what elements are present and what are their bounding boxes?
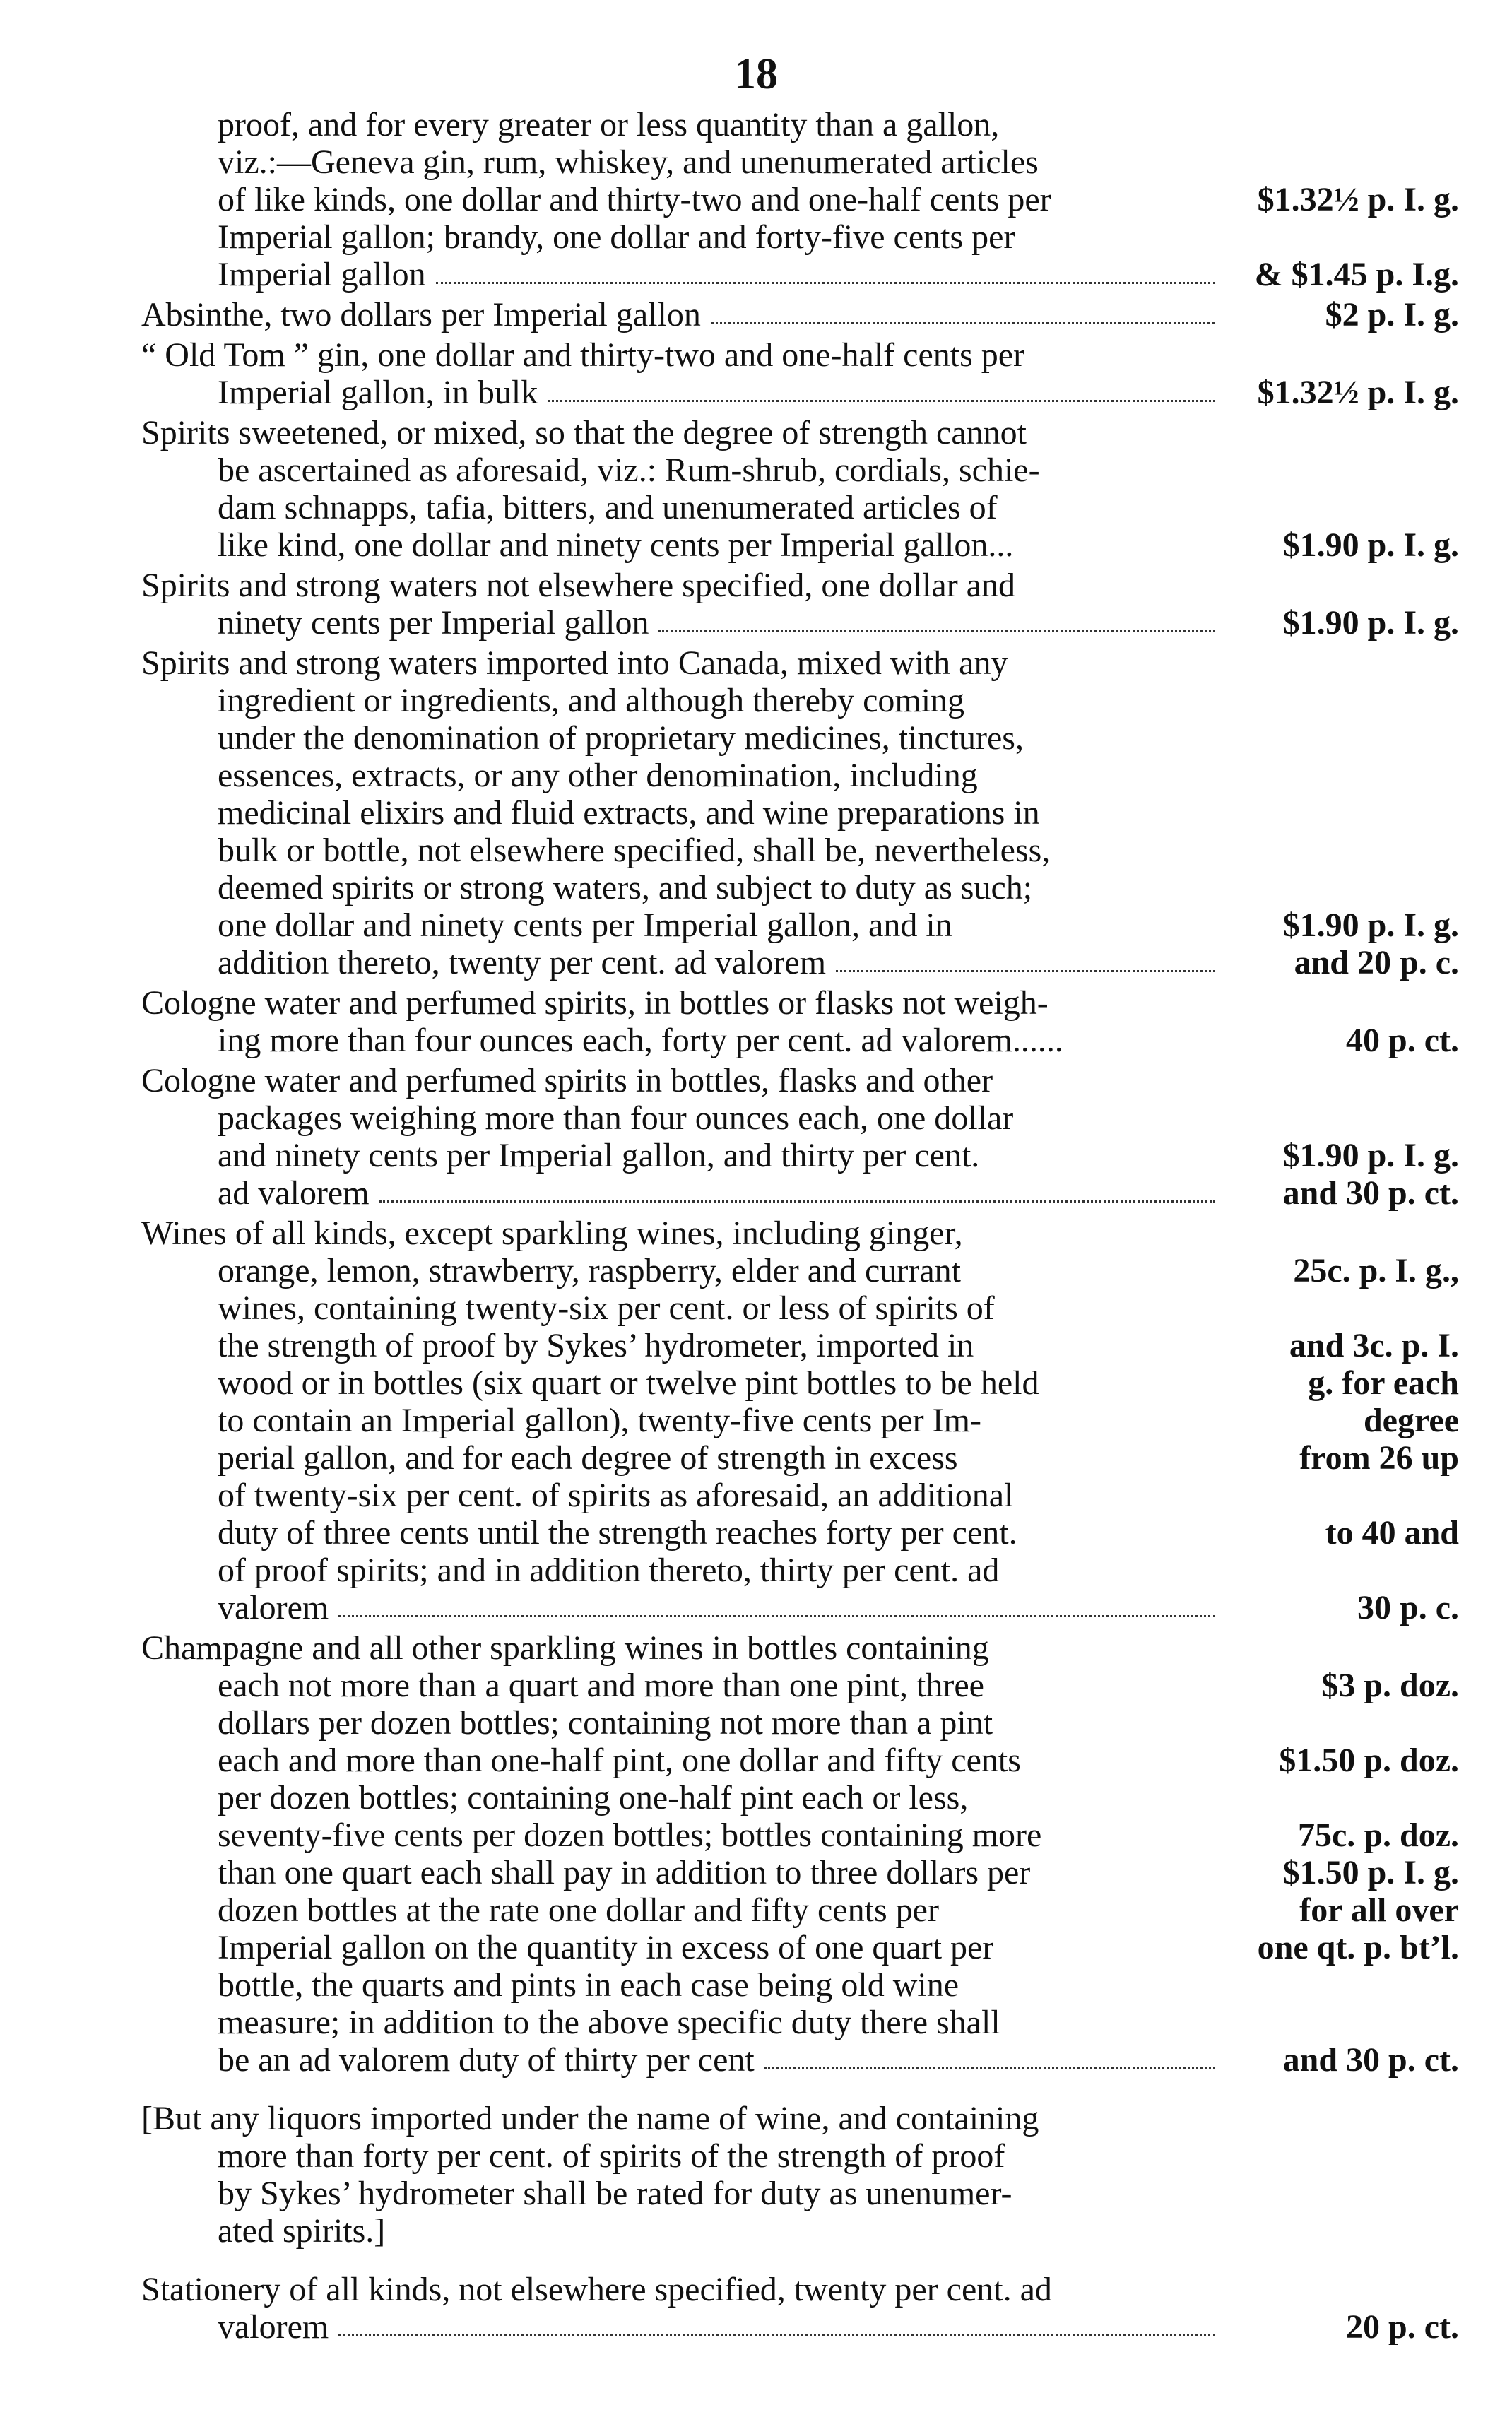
tariff-text	[141, 106, 1470, 2349]
line-text: each and more than one-half pint, one dollar and fifty cents	[218, 1742, 1021, 1779]
dot-leader	[379, 1200, 1215, 1203]
duty-rate: for all over	[1299, 1891, 1459, 1929]
line-text: dozen bottles at the rate one dollar and fifty cents per	[218, 1891, 939, 1929]
text-line	[141, 451, 1470, 489]
dot-leader	[658, 630, 1215, 632]
line-text: be an ad valorem duty of thirty per cent	[218, 2041, 755, 2079]
text-line	[141, 1137, 1470, 1174]
text-line	[141, 2308, 1470, 2346]
text-line	[141, 1327, 1470, 1364]
tariff-entry	[141, 336, 1470, 411]
tariff-entry	[141, 2100, 1470, 2250]
line-text: perial gallon, and for each degree of strength in excess	[218, 1439, 958, 1477]
text-line	[141, 1252, 1470, 1289]
line-text: “ Old Tom ” gin, one dollar and thirty-two and one-half cents per	[141, 336, 1025, 374]
tariff-entry	[141, 414, 1470, 564]
line-text: more than forty per cent. of spirits of the strength of proof	[218, 2137, 1005, 2175]
duty-rate: $1.90 p. I. g.	[1282, 526, 1459, 564]
text-line	[141, 1779, 1470, 1816]
duty-rate: 30 p. c.	[1357, 1589, 1459, 1626]
dot-leader	[436, 282, 1215, 284]
line-text: be ascertained as aforesaid, viz.: Rum-shrub, cordials, schie-	[218, 451, 1040, 489]
paragraph-gap	[141, 2081, 1470, 2100]
text-line	[141, 944, 1470, 981]
line-text: under the denomination of proprietary medicines, tinctures,	[218, 719, 1024, 757]
text-line	[141, 1966, 1470, 2004]
text-line	[141, 1929, 1470, 1966]
line-text: of like kinds, one dollar and thirty-two and one-half cents per	[218, 181, 1051, 218]
line-text: valorem	[218, 2308, 329, 2346]
duty-rate: $1.32½ p. I. g.	[1257, 181, 1459, 218]
line-text: Imperial gallon, in bulk	[218, 374, 538, 411]
page-number: 18	[734, 50, 778, 98]
line-text: per dozen bottles; containing one-half pint each or less,	[218, 1779, 969, 1816]
line-text: ated spirits.]	[218, 2212, 386, 2250]
line-text: duty of three cents until the strength reaches forty per cent.	[218, 1514, 1017, 1552]
line-text: ingredient or ingredients, and although thereby coming	[218, 682, 965, 719]
line-text: dam schnapps, tafia, bitters, and unenumerated articles of	[218, 489, 998, 526]
dot-leader	[338, 2334, 1215, 2336]
text-line	[141, 374, 1470, 411]
line-text: the strength of proof by Sykes’ hydrometer, imported in	[218, 1327, 974, 1364]
duty-rate: 40 p. ct.	[1346, 1022, 1459, 1059]
tariff-entry	[141, 296, 1470, 333]
text-line	[141, 1891, 1470, 1929]
tariff-entry	[141, 567, 1470, 642]
text-line	[141, 1477, 1470, 1514]
duty-rate: from 26 up	[1299, 1439, 1459, 1477]
text-line	[141, 984, 1470, 1022]
line-text: [But any liquors imported under the name of wine, and containing	[141, 2100, 1039, 2137]
duty-rate: $1.90 p. I. g.	[1282, 1137, 1459, 1174]
duty-rate: one qt. p. bt’l.	[1257, 1929, 1459, 1966]
line-text: Spirits and strong waters not elsewhere specified, one dollar and	[141, 567, 1015, 604]
line-text: to contain an Imperial gallon), twenty-five cents per Im-	[218, 1402, 981, 1439]
duty-rate: $1.90 p. I. g.	[1282, 906, 1459, 944]
line-text: Imperial gallon on the quantity in excess of one quart per	[218, 1929, 994, 1966]
line-text: seventy-five cents per dozen bottles; bottles containing more	[218, 1816, 1042, 1854]
text-line	[141, 1215, 1470, 1252]
line-text: of twenty-six per cent. of spirits as aforesaid, an additional	[218, 1477, 1014, 1514]
text-line	[141, 1289, 1470, 1327]
text-line	[141, 2004, 1470, 2041]
text-line	[141, 2175, 1470, 2212]
tariff-entry	[141, 106, 1470, 293]
text-line	[141, 489, 1470, 526]
text-line	[141, 1742, 1470, 1779]
line-text: bottle, the quarts and pints in each case being old wine	[218, 1966, 959, 2004]
line-text: like kind, one dollar and ninety cents per Imperial gallon...	[218, 526, 1014, 564]
line-text: deemed spirits or strong waters, and subject to duty as such;	[218, 869, 1033, 906]
text-line	[141, 1816, 1470, 1854]
tariff-entry	[141, 644, 1470, 981]
duty-rate: and 20 p. c.	[1294, 944, 1459, 981]
line-text: dollars per dozen bottles; containing not more than a pint	[218, 1704, 993, 1742]
text-line	[141, 2100, 1470, 2137]
line-text: wood or in bottles (six quart or twelve pint bottles to be held	[218, 1364, 1039, 1402]
duty-rate: 25c. p. I. g.,	[1293, 1252, 1459, 1289]
duty-rate: to 40 and	[1325, 1514, 1459, 1552]
paragraph-gap	[141, 2252, 1470, 2271]
duty-rate: $1.32½ p. I. g.	[1257, 374, 1459, 411]
text-line	[141, 1364, 1470, 1402]
line-text: ninety cents per Imperial gallon	[218, 604, 649, 642]
text-line	[141, 1099, 1470, 1137]
text-line	[141, 1552, 1470, 1589]
dot-leader	[764, 2067, 1215, 2069]
tariff-entry	[141, 1215, 1470, 1626]
line-text: viz.:—Geneva gin, rum, whiskey, and unenumerated articles	[218, 143, 1039, 181]
text-line	[141, 1022, 1470, 1059]
tariff-entry	[141, 1629, 1470, 2079]
text-line	[141, 181, 1470, 218]
line-text: Wines of all kinds, except sparkling wines, including ginger,	[141, 1215, 963, 1252]
text-line	[141, 869, 1470, 906]
line-text: Imperial gallon	[218, 256, 426, 293]
line-text: by Sykes’ hydrometer shall be rated for duty as unenumer-	[218, 2175, 1012, 2212]
duty-rate: $3 p. doz.	[1321, 1667, 1459, 1704]
line-text: addition thereto, twenty per cent. ad valorem	[218, 944, 827, 981]
text-line	[141, 1514, 1470, 1552]
line-text: Champagne and all other sparkling wines in bottles containing	[141, 1629, 989, 1667]
line-text: Cologne water and perfumed spirits, in bottles or flasks not weigh-	[141, 984, 1049, 1022]
duty-rate: $1.50 p. I. g.	[1282, 1854, 1459, 1891]
text-line	[141, 1439, 1470, 1477]
text-line	[141, 567, 1470, 604]
text-line	[141, 256, 1470, 293]
line-text: and ninety cents per Imperial gallon, and thirty per cent.	[218, 1137, 980, 1174]
duty-rate: and 30 p. ct.	[1282, 2041, 1459, 2079]
line-text: valorem	[218, 1589, 329, 1626]
line-text: bulk or bottle, not elsewhere specified, shall be, nevertheless,	[218, 832, 1051, 869]
text-line	[141, 2212, 1470, 2250]
line-text: orange, lemon, strawberry, raspberry, elder and currant	[218, 1252, 961, 1289]
tariff-entry	[141, 2271, 1470, 2346]
text-line	[141, 682, 1470, 719]
text-line	[141, 1629, 1470, 1667]
duty-rate: 75c. p. doz.	[1298, 1816, 1459, 1854]
line-text: proof, and for every greater or less quantity than a gallon,	[218, 106, 1000, 143]
line-text: Stationery of all kinds, not elsewhere specified, twenty per cent. ad	[141, 2271, 1052, 2308]
dot-leader	[836, 970, 1215, 972]
text-line	[141, 2041, 1470, 2079]
duty-rate: 20 p. ct.	[1346, 2308, 1459, 2346]
line-text: Imperial gallon; brandy, one dollar and forty-five cents per	[218, 218, 1015, 256]
text-line	[141, 757, 1470, 794]
duty-rate: and 30 p. ct.	[1282, 1174, 1459, 1212]
duty-rate: g. for each	[1308, 1364, 1459, 1402]
text-line	[141, 2137, 1470, 2175]
line-text: Absinthe, two dollars per Imperial gallon	[141, 296, 701, 333]
line-text: packages weighing more than four ounces each, one dollar	[218, 1099, 1014, 1137]
text-line	[141, 2271, 1470, 2308]
text-line	[141, 336, 1470, 374]
text-line	[141, 218, 1470, 256]
line-text: essences, extracts, or any other denomination, including	[218, 757, 978, 794]
text-line	[141, 1667, 1470, 1704]
line-text: Spirits and strong waters imported into Canada, mixed with any	[141, 644, 1008, 682]
dot-leader	[711, 322, 1215, 324]
text-line	[141, 296, 1470, 333]
text-line	[141, 1589, 1470, 1626]
line-text: ing more than four ounces each, forty per cent. ad valorem......	[218, 1022, 1063, 1059]
text-line	[141, 719, 1470, 757]
text-line	[141, 1854, 1470, 1891]
text-line	[141, 832, 1470, 869]
tariff-entry	[141, 984, 1470, 1059]
line-text: of proof spirits; and in addition thereto, thirty per cent. ad	[218, 1552, 1000, 1589]
line-text: Spirits sweetened, or mixed, so that the degree of strength cannot	[141, 414, 1027, 451]
tariff-entry	[141, 1062, 1470, 1212]
text-line	[141, 414, 1470, 451]
line-text: than one quart each shall pay in addition to three dollars per	[218, 1854, 1031, 1891]
text-line	[141, 106, 1470, 143]
duty-rate: $1.90 p. I. g.	[1282, 604, 1459, 642]
text-line	[141, 906, 1470, 944]
text-line	[141, 1174, 1470, 1212]
text-line	[141, 604, 1470, 642]
text-line	[141, 1062, 1470, 1099]
line-text: medicinal elixirs and fluid extracts, and wine preparations in	[218, 794, 1040, 832]
duty-rate: and 3c. p. I.	[1289, 1327, 1459, 1364]
text-line	[141, 794, 1470, 832]
text-line	[141, 1402, 1470, 1439]
duty-rate: $1.50 p. doz.	[1279, 1742, 1459, 1779]
duty-rate: degree	[1363, 1402, 1459, 1439]
line-text: ad valorem	[218, 1174, 370, 1212]
line-text: wines, containing twenty-six per cent. or less of spirits of	[218, 1289, 995, 1327]
duty-rate: $2 p. I. g.	[1325, 296, 1459, 333]
text-line	[141, 526, 1470, 564]
text-line	[141, 143, 1470, 181]
line-text: each not more than a quart and more than one pint, three	[218, 1667, 984, 1704]
line-text: Cologne water and perfumed spirits in bottles, flasks and other	[141, 1062, 993, 1099]
line-text: measure; in addition to the above specific duty there shall	[218, 2004, 1000, 2041]
duty-rate: & $1.45 p. I.g.	[1254, 256, 1459, 293]
dot-leader	[548, 400, 1215, 402]
dot-leader	[338, 1615, 1215, 1617]
text-line	[141, 644, 1470, 682]
line-text: one dollar and ninety cents per Imperial gallon, and in	[218, 906, 952, 944]
text-line	[141, 1704, 1470, 1742]
